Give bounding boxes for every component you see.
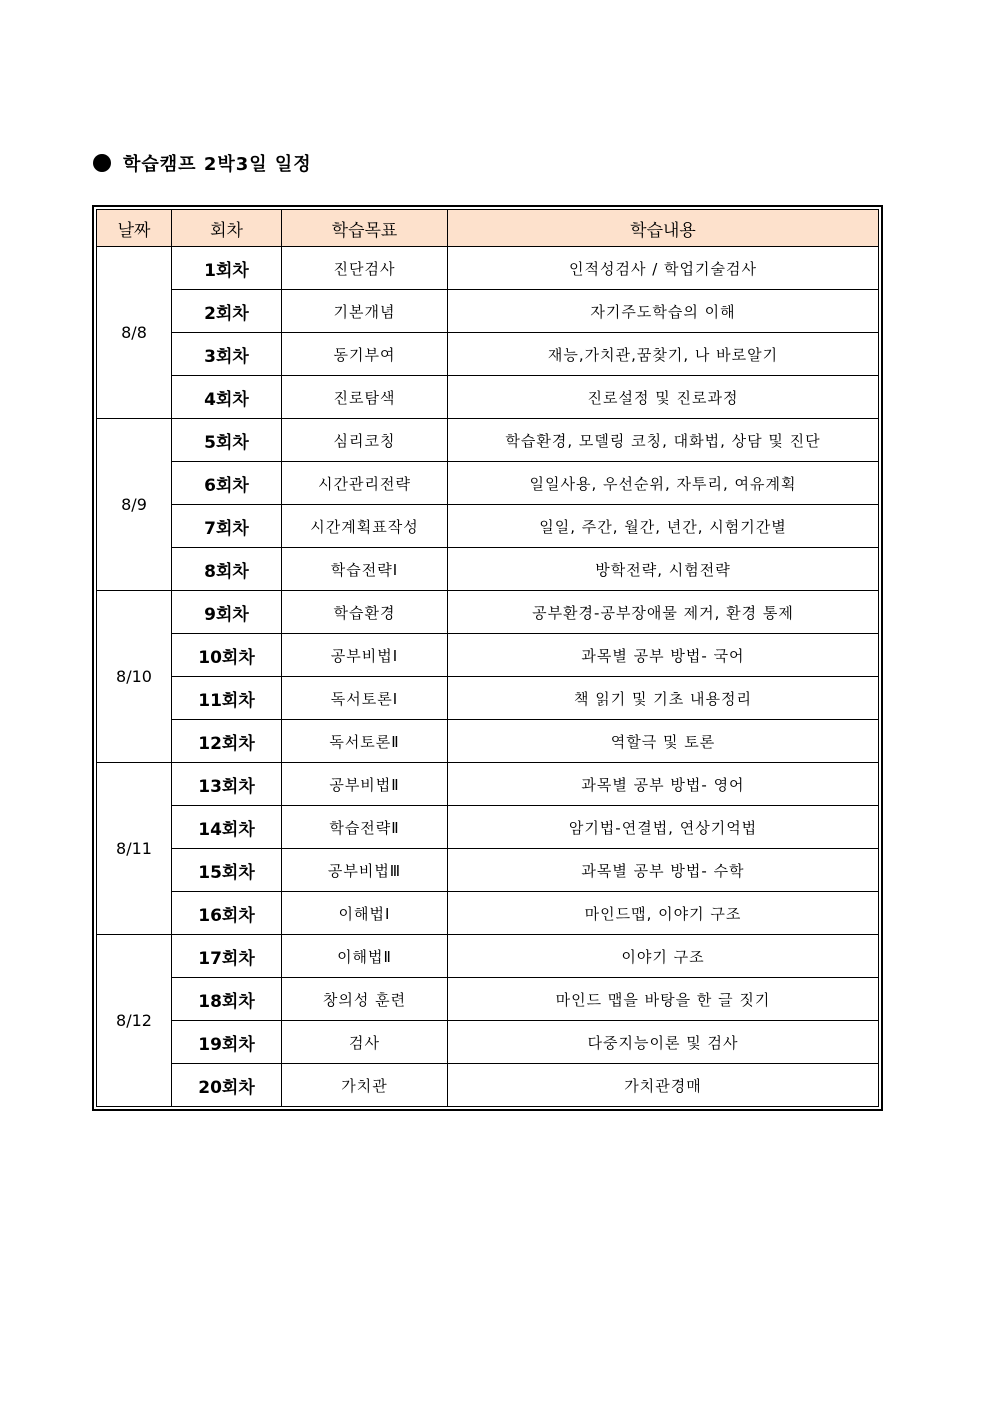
schedule-body xyxy=(97,247,879,1107)
content-cell: 자기주도학습의 이해 xyxy=(448,290,879,333)
table-row xyxy=(97,376,879,419)
date-cell: 8/9 xyxy=(97,419,172,591)
header-content: 학습내용 xyxy=(448,210,879,247)
goal-cell: 창의성 훈련 xyxy=(282,978,448,1021)
table-row xyxy=(97,935,879,978)
content-cell: 공부환경-공부장애물 제거, 환경 통제 xyxy=(448,591,879,634)
content-cell: 마인드 맵을 바탕을 한 글 짓기 xyxy=(448,978,879,1021)
session-cell: 14회차 xyxy=(172,806,282,849)
content-cell: 마인드맵, 이야기 구조 xyxy=(448,892,879,935)
table-row xyxy=(97,720,879,763)
table-row xyxy=(97,978,879,1021)
session-cell: 19회차 xyxy=(172,1021,282,1064)
table-row xyxy=(97,505,879,548)
table-row xyxy=(97,849,879,892)
session-cell: 9회차 xyxy=(172,591,282,634)
table-row xyxy=(97,806,879,849)
content-cell: 재능,가치관,꿈찾기, 나 바로알기 xyxy=(448,333,879,376)
content-cell: 일일, 주간, 월간, 년간, 시험기간별 xyxy=(448,505,879,548)
goal-cell: 진로탐색 xyxy=(282,376,448,419)
goal-cell: 학습환경 xyxy=(282,591,448,634)
content-cell: 암기법-연결법, 연상기억법 xyxy=(448,806,879,849)
header-date: 날짜 xyxy=(97,210,172,247)
date-cell: 8/11 xyxy=(97,763,172,935)
session-cell: 10회차 xyxy=(172,634,282,677)
goal-cell: 독서토론Ⅰ xyxy=(282,677,448,720)
header-session: 회차 xyxy=(172,210,282,247)
session-cell: 20회차 xyxy=(172,1064,282,1107)
table-row xyxy=(97,763,879,806)
table-row xyxy=(97,247,879,290)
session-cell: 4회차 xyxy=(172,376,282,419)
table-row xyxy=(97,892,879,935)
goal-cell: 공부비법Ⅲ xyxy=(282,849,448,892)
table-row xyxy=(97,1064,879,1107)
table-row xyxy=(97,290,879,333)
content-cell: 인적성검사 / 학업기술검사 xyxy=(448,247,879,290)
session-cell: 11회차 xyxy=(172,677,282,720)
date-cell: 8/10 xyxy=(97,591,172,763)
session-cell: 15회차 xyxy=(172,849,282,892)
goal-cell: 동기부여 xyxy=(282,333,448,376)
content-cell: 과목별 공부 방법- 수학 xyxy=(448,849,879,892)
content-cell: 역할극 및 토론 xyxy=(448,720,879,763)
session-cell: 5회차 xyxy=(172,419,282,462)
goal-cell: 검사 xyxy=(282,1021,448,1064)
title-text: 학습캠프 2박3일 일정 xyxy=(123,154,312,175)
goal-cell: 공부비법Ⅰ xyxy=(282,634,448,677)
content-cell: 이야기 구조 xyxy=(448,935,879,978)
session-cell: 3회차 xyxy=(172,333,282,376)
date-cell: 8/12 xyxy=(97,935,172,1107)
header-goal: 학습목표 xyxy=(282,210,448,247)
session-cell: 1회차 xyxy=(172,247,282,290)
table-row xyxy=(97,548,879,591)
goal-cell: 가치관 xyxy=(282,1064,448,1107)
content-cell: 책 읽기 및 기초 내용정리 xyxy=(448,677,879,720)
goal-cell: 진단검사 xyxy=(282,247,448,290)
session-cell: 8회차 xyxy=(172,548,282,591)
schedule-table-frame xyxy=(92,205,883,1111)
goal-cell: 이해법Ⅱ xyxy=(282,935,448,978)
content-cell: 다중지능이론 및 검사 xyxy=(448,1021,879,1064)
content-cell: 학습환경, 모델링 코칭, 대화법, 상담 및 진단 xyxy=(448,419,879,462)
goal-cell: 학습전략Ⅱ xyxy=(282,806,448,849)
session-cell: 2회차 xyxy=(172,290,282,333)
table-row xyxy=(97,419,879,462)
table-row xyxy=(97,634,879,677)
goal-cell: 학습전략Ⅰ xyxy=(282,548,448,591)
table-header-row xyxy=(97,210,879,247)
session-cell: 7회차 xyxy=(172,505,282,548)
goal-cell: 시간관리전략 xyxy=(282,462,448,505)
goal-cell: 독서토론Ⅱ xyxy=(282,720,448,763)
page-title xyxy=(93,150,312,176)
session-cell: 13회차 xyxy=(172,763,282,806)
content-cell: 진로설정 및 진로과정 xyxy=(448,376,879,419)
content-cell: 과목별 공부 방법- 영어 xyxy=(448,763,879,806)
session-cell: 17회차 xyxy=(172,935,282,978)
table-row xyxy=(97,462,879,505)
bullet-icon xyxy=(93,154,111,172)
goal-cell: 시간계획표작성 xyxy=(282,505,448,548)
schedule-table xyxy=(96,209,879,1107)
table-row xyxy=(97,677,879,720)
table-row xyxy=(97,591,879,634)
goal-cell: 공부비법Ⅱ xyxy=(282,763,448,806)
goal-cell: 이해법Ⅰ xyxy=(282,892,448,935)
session-cell: 16회차 xyxy=(172,892,282,935)
session-cell: 12회차 xyxy=(172,720,282,763)
table-row xyxy=(97,333,879,376)
content-cell: 방학전략, 시험전략 xyxy=(448,548,879,591)
content-cell: 과목별 공부 방법- 국어 xyxy=(448,634,879,677)
date-cell: 8/8 xyxy=(97,247,172,419)
table-row xyxy=(97,1021,879,1064)
content-cell: 가치관경매 xyxy=(448,1064,879,1107)
session-cell: 6회차 xyxy=(172,462,282,505)
content-cell: 일일사용, 우선순위, 자투리, 여유계획 xyxy=(448,462,879,505)
goal-cell: 기본개념 xyxy=(282,290,448,333)
goal-cell: 심리코칭 xyxy=(282,419,448,462)
session-cell: 18회차 xyxy=(172,978,282,1021)
